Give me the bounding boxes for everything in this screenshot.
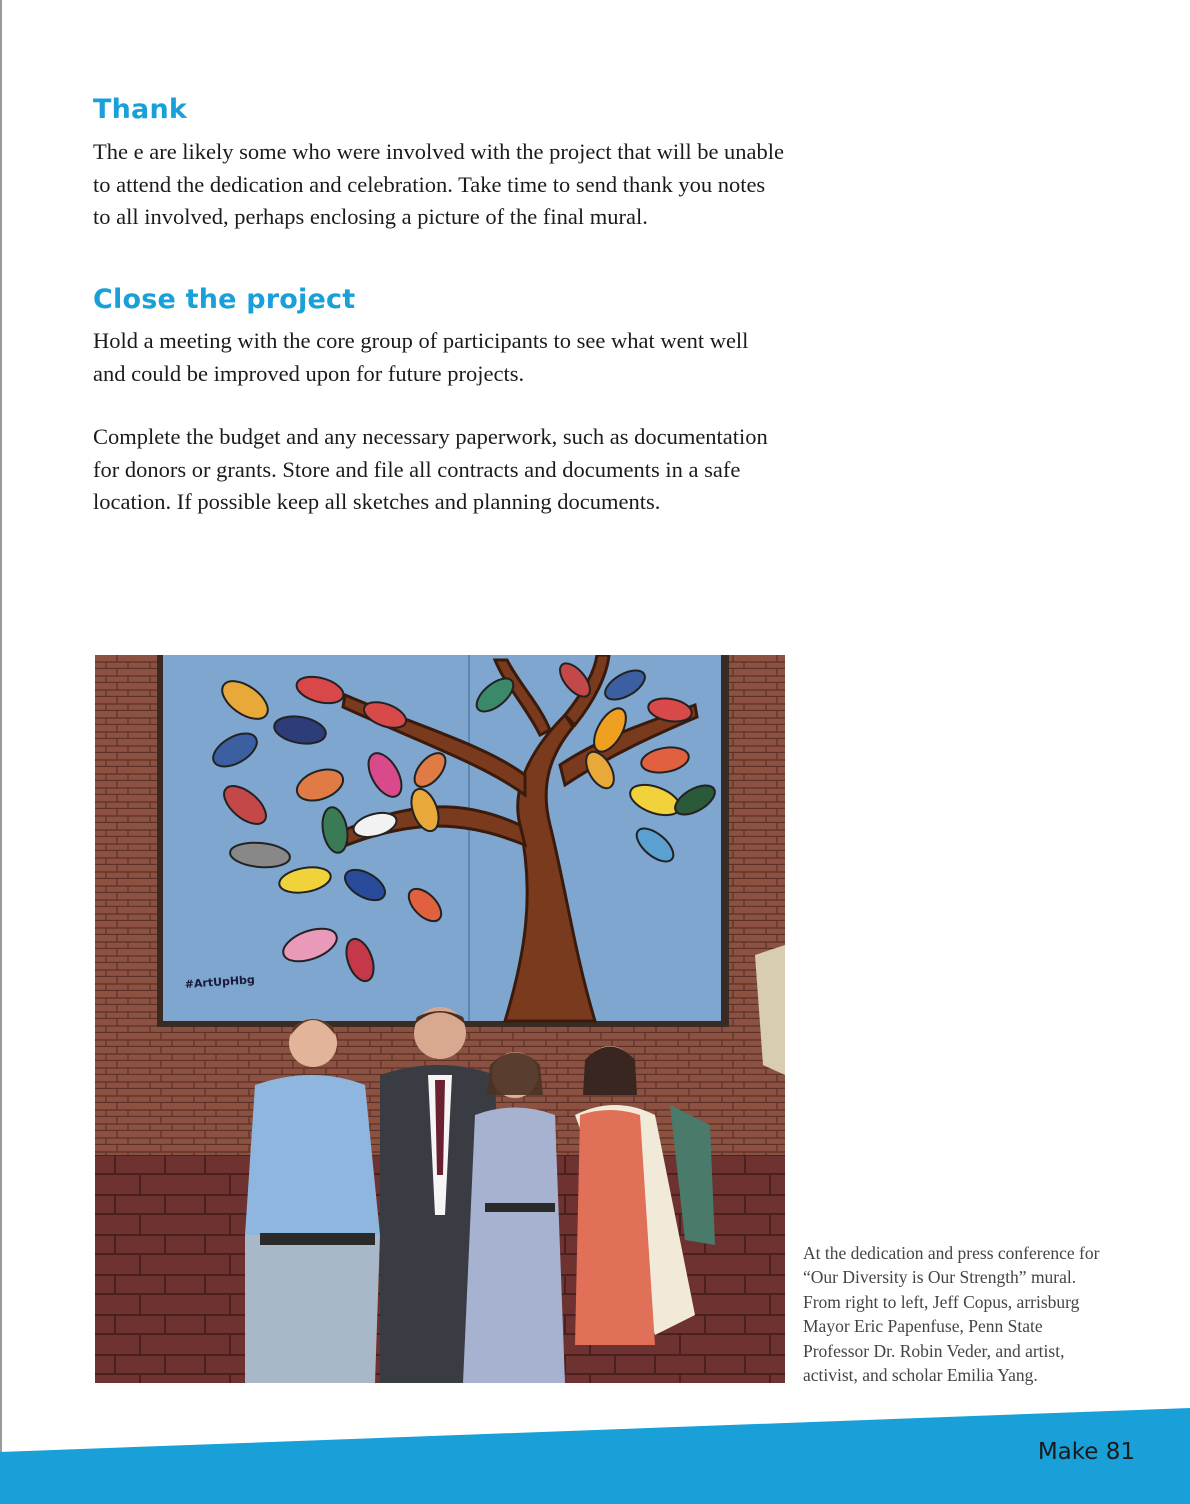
photo-caption bbox=[803, 1241, 1153, 1387]
caption-line: “Our Diversity is Our Strength” mural. bbox=[803, 1267, 1077, 1288]
section-heading-close-project: Close the project bbox=[93, 284, 356, 315]
page-number-label: Make 81 bbox=[1037, 1439, 1135, 1465]
mural-hashtag: #ArtUpHbg bbox=[184, 973, 256, 991]
caption-line: activist, and scholar Emilia Yang. bbox=[803, 1365, 1038, 1386]
footer-band bbox=[0, 1404, 1190, 1504]
caption-line: From right to left, Jeff Copus, arrisburg bbox=[803, 1291, 1080, 1312]
dedication-photo bbox=[95, 655, 785, 1383]
close-project-paragraph-1: Hold a meeting with the core group of participants to see what went well and could be improved upon for future projects. bbox=[93, 328, 749, 386]
close-project-paragraph-2: Complete the budget and any necessary paperwork, such as documentation for donors or grants. Store and file all contracts and documents in a safe location. If possible keep all sketches and planning documents. bbox=[93, 424, 768, 514]
section-heading-thank: Thank bbox=[93, 94, 188, 125]
caption-line: Mayor Eric Papenfuse, Penn State bbox=[803, 1316, 1043, 1337]
page-edge-rule bbox=[0, 0, 2, 1504]
caption-line: At the dedication and press conference for bbox=[803, 1243, 1100, 1263]
thank-paragraph: The e are likely some who were involved with the project that will be unable to attend the dedication and celebration. Take time to send thank you notes to all involved, perhaps enclosing a picture of the final mural. bbox=[93, 139, 785, 229]
caption-line: Professor Dr. Robin Veder, and artist, bbox=[803, 1340, 1065, 1361]
